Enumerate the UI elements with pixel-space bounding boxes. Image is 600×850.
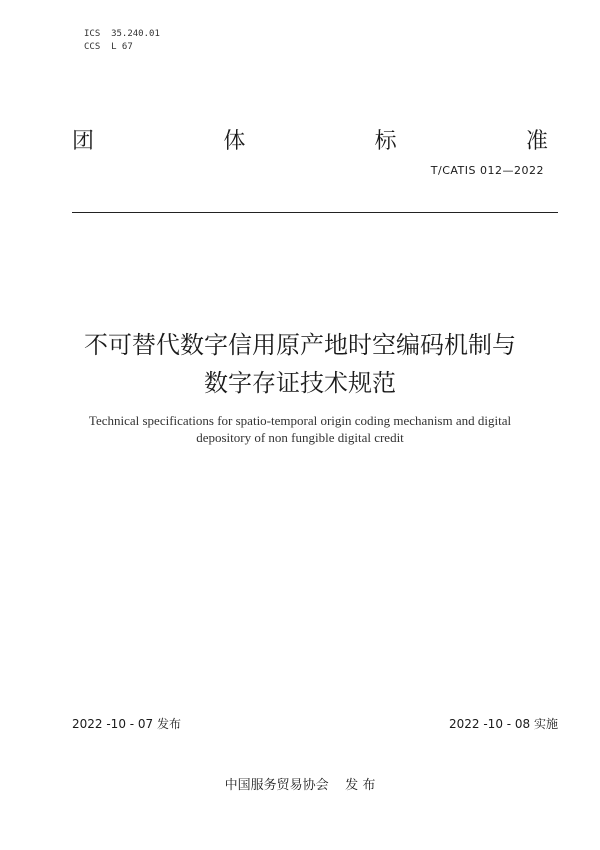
standard-number: T/CATIS 012—2022 (430, 164, 544, 177)
standard-type-char: 准 (525, 129, 548, 154)
english-title-line-2: depository of non fungible digital credit (196, 430, 404, 445)
chinese-title-line-2: 数字存证技术规范 (204, 369, 396, 397)
english-title (60, 412, 540, 446)
standard-type-char: 体 (223, 129, 246, 154)
issue-date: 2022 -10 - 07 发布 (72, 717, 181, 731)
ics-code: ICS 35.240.01 (84, 29, 160, 39)
chinese-title (40, 326, 560, 402)
ccs-code: CCS L 67 (84, 42, 133, 52)
standard-type-char: 团 (72, 129, 95, 154)
implementation-date: 2022 -10 - 08 实施 (449, 717, 558, 731)
header-divider (72, 212, 558, 213)
publisher: 中国服务贸易协会 发 布 (224, 778, 376, 793)
chinese-title-line-1: 不可替代数字信用原产地时空编码机制与 (84, 331, 516, 359)
english-title-line-1: Technical specifications for spatio-temporal origin coding mechanism and digital (88, 413, 512, 428)
standard-type-char: 标 (374, 129, 397, 154)
standard-type-heading (72, 128, 548, 156)
